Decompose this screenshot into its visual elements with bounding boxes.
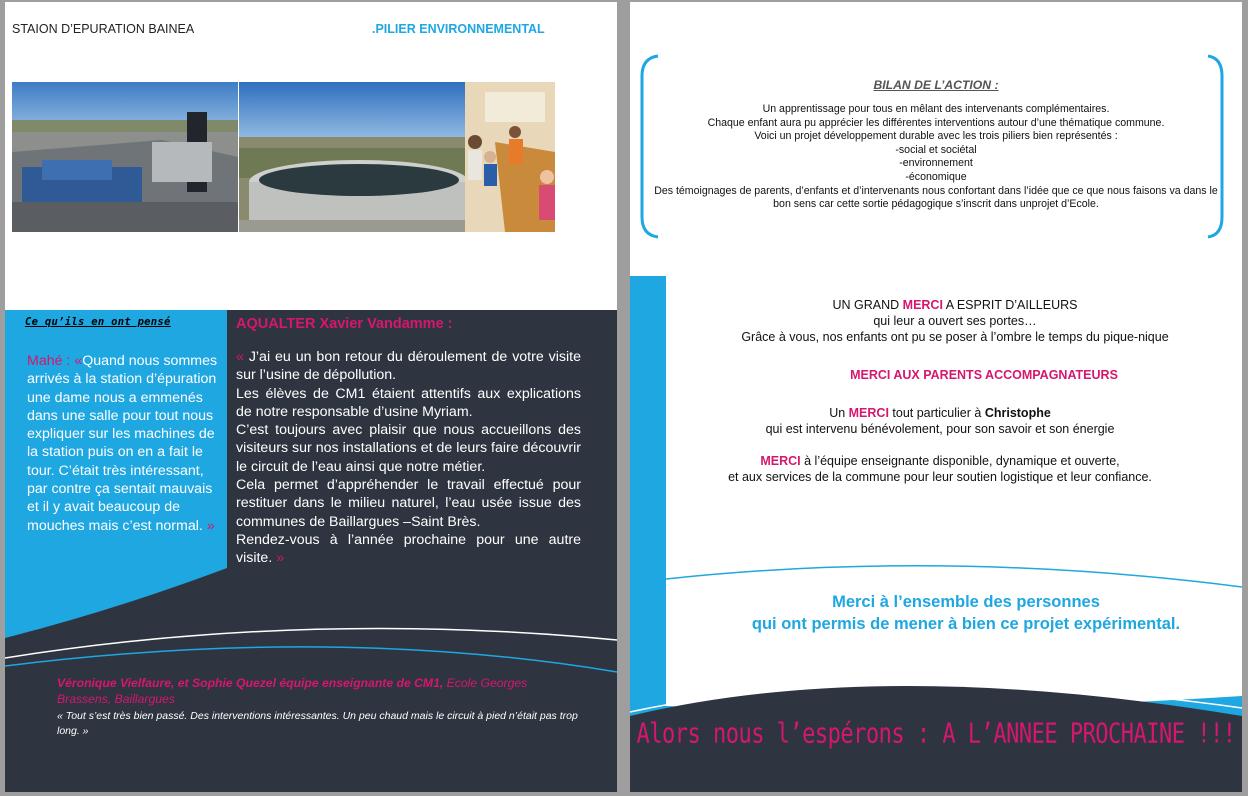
- final-line2: qui ont permis de mener à bien ce projet expérimental.: [751, 615, 1181, 633]
- header-pillar: .PILIER ENVIRONNEMENTAL: [372, 22, 545, 36]
- merci2-b: MERCI: [848, 406, 889, 420]
- merci3-line2: et aux services de la commune pour leur soutien logistique et leur confiance.: [728, 470, 1152, 484]
- right-page: [630, 2, 1242, 792]
- merci-final: [690, 591, 1242, 635]
- bilan-line: -économique: [905, 170, 967, 183]
- photo-station-tanks: [12, 82, 238, 232]
- merci-parents: MERCI AUX PARENTS ACCOMPAGNATEURS: [850, 368, 1118, 382]
- final-a: Merci: [832, 593, 876, 611]
- closing-message: Alors nous l’espérons : A L’ANNEE PROCHAINE !!!: [636, 718, 1236, 751]
- merci-christophe: [660, 405, 1220, 437]
- final-line1: [690, 591, 1242, 613]
- teachers-quote: « Tout s’est très bien passé. Des interventions intéressantes. Un peu chaud mais le circuit à pied n’était pas trop long. »: [57, 710, 578, 737]
- merci2-a: Un: [829, 406, 849, 420]
- mahe-name: Mahé : «: [27, 353, 83, 369]
- merci2-d: Christophe: [984, 406, 1051, 420]
- bilan-line: Un apprentissage pour tous en mêlant des intervenants complémentaires.: [762, 103, 1110, 115]
- merci1-line1: [660, 297, 1242, 313]
- close-quote: »: [272, 550, 285, 567]
- aqualter-p1: [236, 348, 581, 385]
- mahe-end: »: [202, 517, 215, 534]
- aqualter-p5: [236, 531, 581, 568]
- aqualter-p1-text: J’ai eu un bon retour du déroulement de votre visite sur l’usine de dépollution.: [236, 349, 581, 384]
- merci2-line2: qui est intervenu bénévolement, pour son savoir et son énergie: [765, 422, 1115, 436]
- merci1-b: MERCI: [902, 298, 943, 312]
- teachers-names: Véronique Vielfaure, et Sophie Quezel équipe enseignante de CM1,: [57, 676, 444, 690]
- left-page: [5, 2, 617, 792]
- mahe-testimony: [27, 352, 227, 535]
- bilan-title: BILAN DE L’ACTION :: [873, 78, 999, 92]
- merci1-c: A ESPRIT D’AILLEURS: [942, 298, 1078, 312]
- aqualter-p5-text: Rendez-vous à l’année prochaine pour une autre visite.: [236, 531, 581, 567]
- mahe-quote: Quand nous sommes arrivés à la station d’épuration une dame nous a emmenés dans une salle pour tout nous expliquer sur les machines de la station puis on en a fait le tour. C’était très intéressant, par contre ça sentait mauvais et il y avait beaucoup de mouches mais c’est normal.: [27, 353, 218, 534]
- merci-equipe: [660, 453, 1220, 485]
- merci1-line2: qui leur a ouvert ses portes…: [873, 314, 1037, 328]
- merci1-a: UN GRAND: [832, 298, 903, 312]
- merci1-line3: Grâce à vous, nos enfants ont pu se poser à l’ombre le temps du pique-nique: [741, 330, 1169, 344]
- aqualter-p2: Les élèves de CM1 étaient attentifs aux explications de notre responsable d’usine Myriam.: [236, 385, 581, 420]
- bilan-line: -environnement: [899, 157, 973, 170]
- merci3-line1: [660, 453, 1220, 469]
- bilan-body: [652, 103, 1220, 212]
- photo-station-basin: [239, 82, 465, 232]
- bilan-line: Voici un projet développement durable avec les trois piliers bien représentés :: [754, 130, 1118, 143]
- merci3-b: à l’équipe enseignante disponible, dynamique et ouverte,: [800, 454, 1120, 468]
- bilan-line: Chaque enfant aura pu apprécier les différentes interventions autour d’une thématique commune.: [707, 116, 1165, 129]
- merci-esprit-ailleurs: [660, 297, 1242, 345]
- teachers-school: Ecole Georges Brassens, Baillargues: [57, 676, 528, 706]
- aqualter-p3: C’est toujours avec plaisir que nous accueillons des visiteurs sur nos installations et de leurs faire découvrir le circuit de l’eau ainsi que notre métier.: [236, 422, 581, 475]
- photo-classroom: [465, 82, 555, 232]
- aqualter-p4: Cela permet d’appréhender le travail effectué pour restituer dans le milieu naturel, l’eau usée issue des communes de Baillargues –Saint Brès.: [236, 477, 581, 530]
- teachers-signature: [57, 676, 547, 707]
- open-quote: «: [236, 349, 249, 365]
- merci2-c: tout particulier à: [888, 406, 985, 420]
- bilan-line: -social et sociétal: [895, 143, 977, 156]
- bilan-line: Des témoignages de parents, d’enfants et d’intervenants nous confortant dans l’idée que ce que nous faisons va dans le bon sens car cette sortie pédagogique s’inscrit dans unprojet d’Ecole.: [654, 184, 1218, 211]
- quote-heading: Ce qu’ils en ont pensé: [25, 316, 171, 328]
- header-title: STAION D’EPURATION BAINEA: [12, 22, 195, 36]
- merci3-a: MERCI: [760, 454, 801, 468]
- merci2-line1: [660, 405, 1220, 421]
- final-b: à l’ensemble des personnes: [875, 593, 1100, 611]
- aqualter-testimony: [236, 348, 581, 568]
- aqualter-title: AQUALTER Xavier Vandamme :: [236, 316, 453, 332]
